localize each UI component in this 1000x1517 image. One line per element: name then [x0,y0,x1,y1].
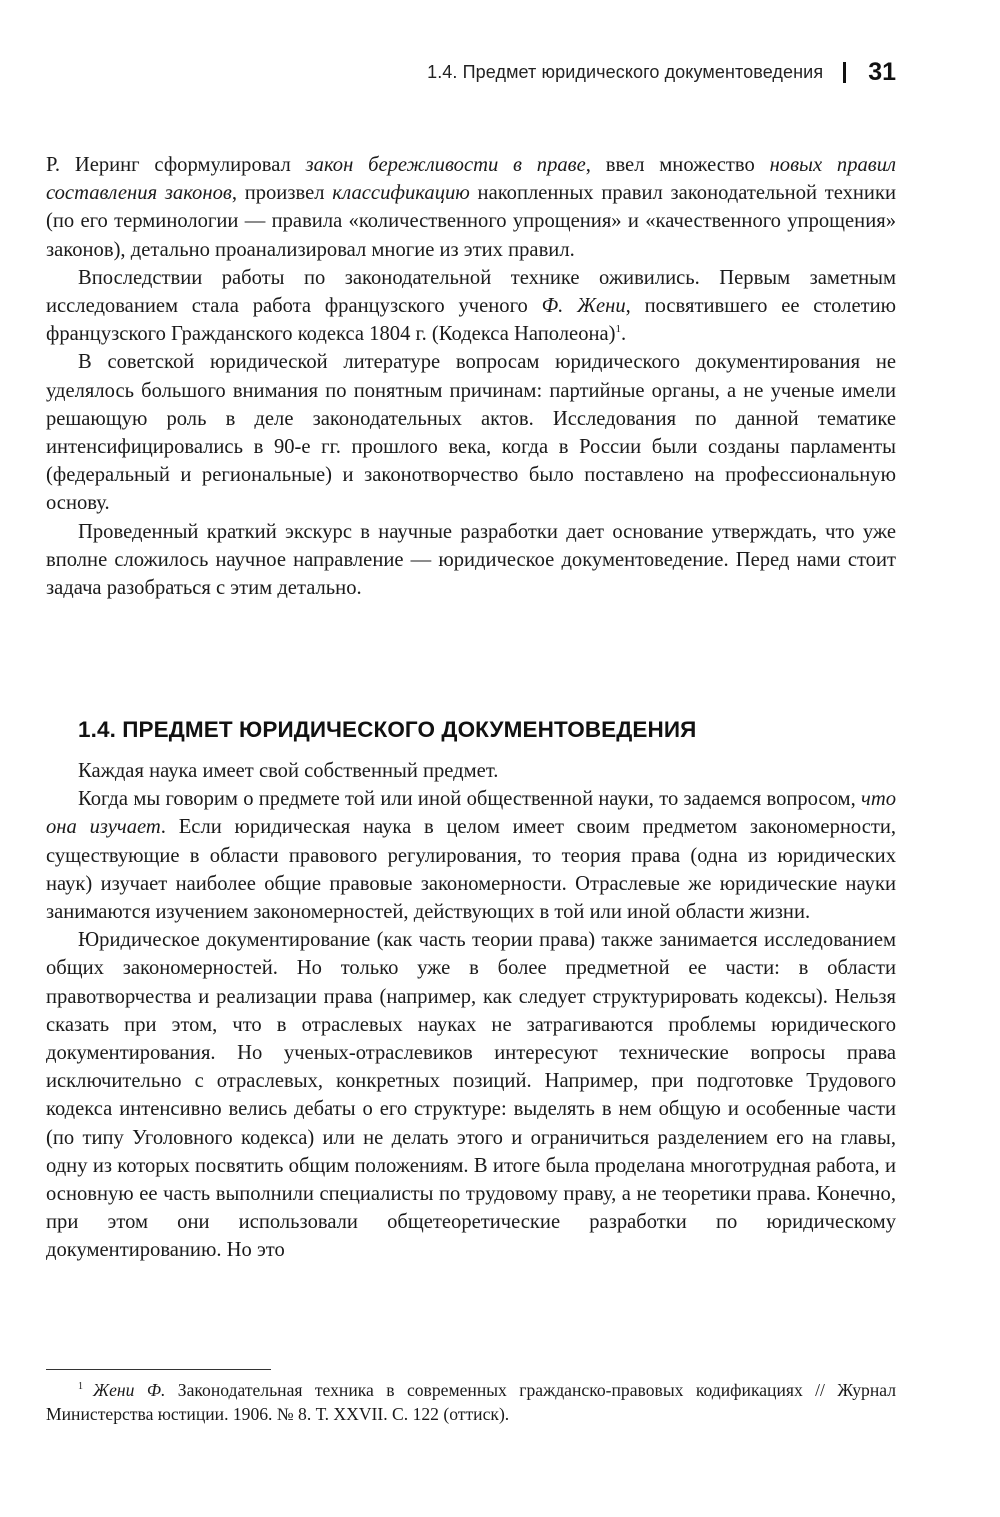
text-run: . [621,323,627,346]
footnote-text: Законодательная техника в современных гражданско-правовых кодификациях // Журнал Министерства юстиции. 1906. № 8. Т. XXVII. С. 122 (оттиск). [46,1380,896,1424]
italic-term: закон бережливости в праве [305,154,586,176]
italic-phrase: что она изучает [46,788,896,839]
text-run: . Если юридическая наука в целом имеет своим предметом закономерности, существующие в области правового регулирования, то теория права (одна из юридических наук) изучает наиболее общие правовые закономерности. Отраслевые же юридические науки занимаются изучением закономерностей, действующих в той или иной области жизни. [46,816,897,924]
text-run: Когда мы говорим о предмете той или иной общественной науки, то задаемся вопросом, [78,788,861,811]
section-text [46,757,896,1265]
paragraph [46,264,896,349]
footnote [46,1378,896,1426]
paragraph: Каждая наука имеет свой собственный предмет. [78,760,499,782]
italic-author: Ф. Жени [541,295,626,318]
text-run: Р. Иеринг сформулировал [46,154,306,176]
italic-term: классификацию [332,182,470,205]
footnote-author: Жени Ф. [93,1380,166,1400]
text-run: Впоследствии работы по законодательной технике оживились. Первым заметным исследованием стала работа французского ученого [46,266,896,318]
running-head [427,58,896,87]
paragraph: Юридическое документирование (как часть теории права) также занимается исследованием общих закономерностей. Но только уже в более предметной ее части: в области правотворчества и реализации права (например, как следует структурировать кодексы). Нельзя сказать при этом, что в отраслевых науках не затрагиваются проблемы юридического документирования. Но ученых-отраслевиков интересуют технические вопросы права исключительно с отраслевых, конкретных позиций. Например, при подготовке Трудового кодекса интенсивно велись дебаты о его структуре: выделять в нем общую и особенные части (по типу Уголовного кодекса) или не делать этого и ограничиться разделением его на главы, одну из которых посвятить общим положениям. В итоге была проделана многотрудная работа, и основную ее часть выполнили специалисты по трудовому праву, а не теоретики права. Конечно, при этом они использовали общетеоретические разработки по юридическому документированию. Но это [46,929,896,1262]
paragraph [46,785,896,926]
footnote-divider [46,1369,271,1370]
section-heading: 1.4. ПРЕДМЕТ ЮРИДИЧЕСКОГО ДОКУМЕНТОВЕДЕНИЯ [78,717,697,742]
text-run: , посвятившего ее столетию французского Гражданского кодекса 1804 г. (Кодекса Наполеона) [46,295,896,346]
page-number: 31 [868,58,896,86]
text-run: накопленных правил законодательной техники (по его терминологии — правила «количественного упрощения» и «качественного упрощения» законов), детально проанализировал многие из этих правил. [46,182,896,261]
text-run: , произвел [231,182,333,205]
running-head-separator [843,62,846,83]
footnote-mark: 1 [78,1381,83,1392]
paragraph: В советской юридической литературе вопросам юридического документирования не уделялось большого внимания по понятным причинам: партийные органы, а не ученые имели решающую роль в деле законодательных актов. Исследования по данной тематике интенсифицировались в 90-е гг. прошлого века, когда в России были созданы парламенты (федеральный и региональные) и законотворчество было поставлено на профессиональную основу. [46,351,896,515]
body-text [46,151,896,602]
paragraph: Проведенный краткий экскурс в научные разработки дает основание утверждать, что уже вполне сложилось научное направление — юридическое документоведение. Перед нами стоит задача разобраться с этим детально. [46,520,896,600]
italic-term: новых правил составления законов [46,154,897,205]
footnote-ref[interactable]: 1 [615,323,622,336]
text-run: , ввел множество [585,154,770,176]
running-head-title: 1.4. Предмет юридического документоведения [427,62,824,82]
paragraph [46,151,896,264]
